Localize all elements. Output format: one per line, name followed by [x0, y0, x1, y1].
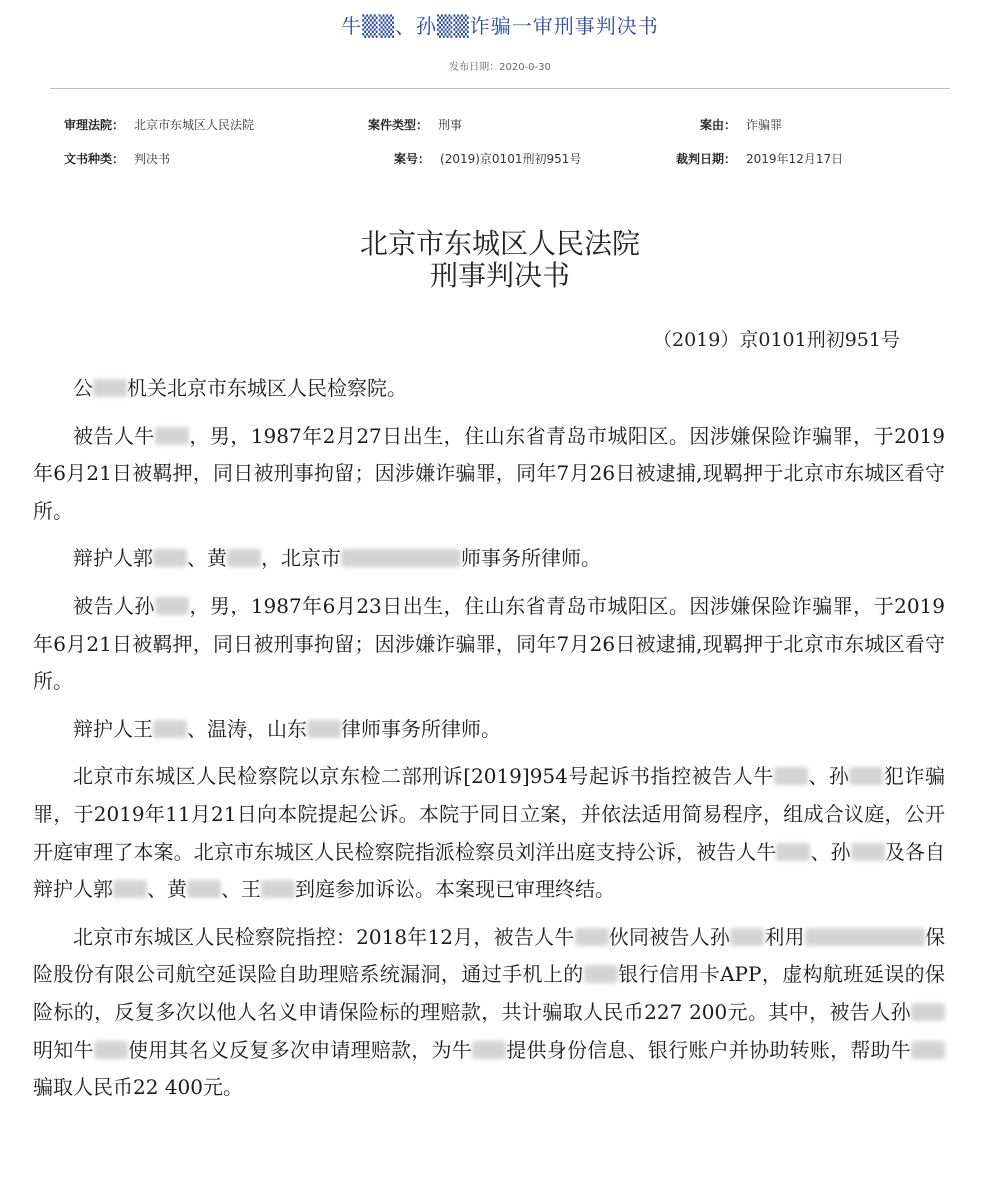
redaction: [94, 1041, 128, 1059]
redaction: [776, 843, 810, 861]
redaction: [584, 965, 618, 983]
redaction: [187, 880, 221, 898]
redaction: [851, 843, 885, 861]
paragraph-defenders-sun: 辩护人王 、温涛，山东 律师事务所律师。: [73, 716, 501, 741]
paragraph-defendant-sun: 被告人孙 ，男，1987年6月23日出生，住山东省青岛市城阳区。因涉嫌保险诈骗罪，于2019年6月21日被羁押，同日被刑事拘留；因涉嫌诈骗罪，同年7月26日被逮捕,现羁押于北京市东城区看守所。: [33, 593, 945, 694]
meta-doc-type: 文书种类： 判决书: [64, 152, 171, 166]
redaction: [730, 928, 764, 946]
redaction: [911, 1041, 945, 1059]
case-reference: （2019）京0101刑初951号: [653, 329, 900, 351]
meta-case-type: 案件类型： 刑事: [368, 118, 463, 132]
redaction: [153, 549, 187, 567]
court-heading: [0, 228, 1000, 292]
redaction: [805, 928, 925, 946]
paragraph-allegation: 北京市东城区人民检察院指控：2018年12月，被告人牛 伙同被告人孙 利用 保险股份有限公司航空延误险自助理赔系统漏洞，通过手机上的 银行信用卡APP，虚构航班延误的保险标的，反复多次以他人名义申请保险标的理赔款，共计骗取人民币227 200元。其中，被告人孙明知牛 使用其名义反复多次申请理赔款，为牛 提供身份信息、银行账户并协助转账，帮助牛骗取人民币22 400元。: [33, 924, 946, 1100]
redaction: [93, 379, 127, 397]
paragraph-defenders-niu: 辩护人郭 、黄 ，北京市 师事务所律师。: [73, 546, 601, 571]
document-title: 牛▒▒、孙▒▒诈骗一审刑事判决书: [341, 14, 659, 38]
redaction: [261, 880, 295, 898]
meta-case-no: 案号： (2019)京0101刑初951号: [394, 152, 582, 166]
court-name: 北京市东城区人民法院: [359, 227, 640, 260]
meta-judgment-date: 裁判日期： 2019年12月17日: [676, 152, 844, 166]
redaction: [155, 597, 189, 615]
redaction: [911, 1003, 945, 1021]
redaction: [155, 427, 189, 445]
redaction: [849, 767, 883, 785]
paragraph-prosecutor: 公 机关北京市东城区人民检察院。: [73, 376, 407, 400]
divider: [50, 88, 950, 89]
paragraph-defendant-niu: 被告人牛 ，男，1987年2月27日出生，住山东省青岛市城阳区。因涉嫌保险诈骗罪，于2019年6月21日被羁押，同日被刑事拘留；因涉嫌诈骗罪，同年7月26日被逮捕,现羁押于北京市东城区看守所。: [33, 423, 945, 523]
meta-cause: 案由： 诈骗罪: [700, 118, 783, 132]
redaction: [575, 928, 609, 946]
meta-court: 审理法院： 北京市东城区人民法院: [64, 118, 255, 132]
redaction: [113, 880, 147, 898]
redaction: [472, 1041, 506, 1059]
paragraph-proceedings: 北京市东城区人民检察院以京东检二部刑诉[2019]954号起诉书指控被告人牛 、孙 犯诈骗罪，于2019年11月21日向本院提起公诉。本院于同日立案，并依法适用简易程序，组成合议庭，公开开庭审理了本案。北京市东城区人民检察院指派检察员刘洋出庭支持公诉，被告人牛 、孙 及各自辩护人郭 、黄 、王 到庭参加诉讼。本案现已审理终结。: [33, 764, 946, 902]
redaction: [227, 549, 261, 567]
redaction: [341, 549, 461, 567]
redaction: [774, 767, 808, 785]
redaction: [307, 720, 341, 738]
publish-date: 发布日期：2020-0-30: [449, 62, 551, 73]
document-kind: 刑事判决书: [429, 259, 570, 292]
redaction: [153, 720, 187, 738]
judgment-body: [33, 370, 945, 1117]
